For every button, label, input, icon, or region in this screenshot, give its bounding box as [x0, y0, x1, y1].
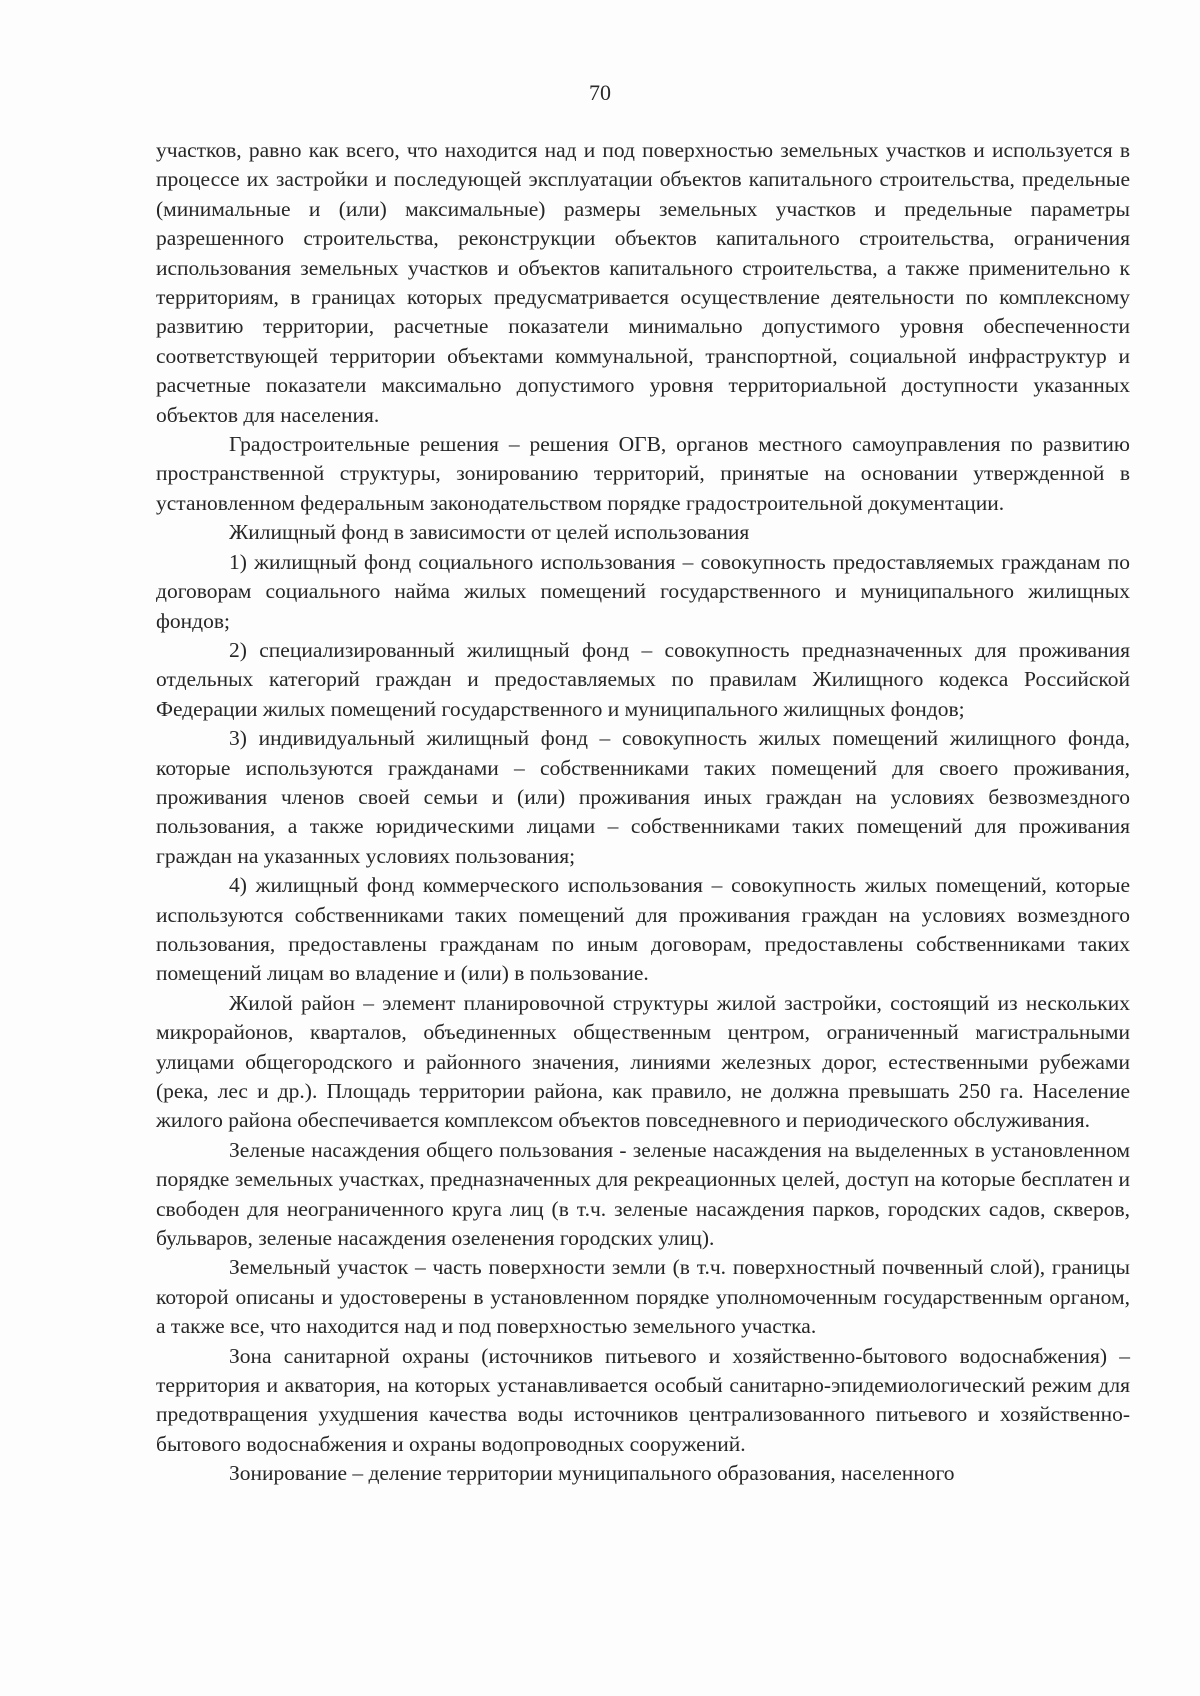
list-item-individual-housing: 3) индивидуальный жилищный фонд – совокупность жилых помещений жилищного фонда, которые используются гражданами – собственниками таких помещений для своего проживания, проживания членов своей семьи и (или) проживания иных граждан на условиях безвозмездного пользования, а также юридическими лицами – собственниками таких помещений для проживания граждан на указанных условиях пользования; — [156, 726, 1130, 868]
page-number: 70 — [589, 80, 611, 105]
paragraph-housing-fund-heading: Жилищный фонд в зависимости от целей использования — [229, 520, 750, 545]
list-item-specialized-housing: 2) специализированный жилищный фонд – совокупность предназначенных для проживания отдельных категорий граждан и предоставляемых по правилам Жилищного кодекса Российской Федерации жилых помещений государственного и муниципального жилищных фондов; — [156, 637, 1130, 721]
paragraph-urban-planning-decisions: Градостроительные решения – решения ОГВ, органов местного самоуправления по развитию пространственной структуры, зонированию территорий, принятые на основании утвержденной в установленном федеральным законодательством порядке градостроительной документации. — [156, 432, 1130, 515]
list-item-commercial-housing: 4) жилищный фонд коммерческого использования – совокупность жилых помещений, которые используются собственниками таких помещений для проживания граждан на условиях возмездного пользования, предоставлены гражданам по иным договорам, предоставлены собственниками таких помещений лицам во владение и (или) в пользование. — [156, 873, 1130, 986]
paragraph-land-plot: Земельный участок – часть поверхности земли (в т.ч. поверхностный почвенный слой), границы которой описаны и удостоверены в установленном порядке уполномоченным государственным органом, а также все, что находится над и под поверхностью земельного участка. — [156, 1255, 1130, 1339]
paragraph-sanitary-zone: Зона санитарной охраны (источников питьевого и хозяйственно-бытового водоснабжения) – территория и акватория, на которых устанавливается особый санитарно-эпидемиологический режим для предотвращения ухудшения качества воды источников централизованного питьевого и хозяйственно-бытового водоснабжения и охраны водопроводных сооружений. — [156, 1343, 1130, 1456]
document-body — [156, 136, 1130, 1489]
list-item-social-housing: 1) жилищный фонд социального использования – совокупность предоставляемых гражданам по договорам социального найма жилых помещений государственного и муниципального жилищных фондов; — [156, 549, 1130, 633]
paragraph-zoning: Зонирование – деление территории муниципального образования, населенного — [229, 1461, 955, 1486]
paragraph-residential-district: Жилой район – элемент планировочной структуры жилой застройки, состоящий из нескольких микрорайонов, кварталов, объединенных общественным центром, ограниченный магистральными улицами общегородского и районного значения, линиями железных дорог, естественными рубежами (река, лес и др.). Площадь территории района, как правило, не должна превышать 250 га. Население жилого района обеспечивается комплексом объектов повседневного и периодического обслуживания. — [156, 990, 1130, 1133]
paragraph-green-spaces: Зеленые насаждения общего пользования - зеленые насаждения на выделенных в установленном порядке земельных участках, предназначенных для рекреационных целей, доступ на которые бесплатен и свободен для неограниченного круга лиц (в т.ч. зеленые насаждения парков, городских садов, скверов, бульваров, зеленые насаждения озеленения городских улиц). — [156, 1137, 1130, 1251]
paragraph-continuation: участков, равно как всего, что находится над и под поверхностью земельных участков и используется в процессе их застройки и последующей эксплуатации объектов капитального строительства, предельные (минимальные и (или) максимальные) размеры земельных участков и предельные параметры разрешенного строительства, реконструкции объектов капитального строительства, ограничения использования земельных участков и объектов капитального строительства, а также применительно к территориям, в границах которых предусматривается осуществление деятельности по комплексному развитию территории, расчетные показатели минимально допустимого уровня обеспеченности соответствующей территории объектами коммунальной, транспортной, социальной инфраструктур и расчетные показатели максимально допустимого уровня территориальной доступности указанных объектов для населения. — [156, 138, 1130, 427]
